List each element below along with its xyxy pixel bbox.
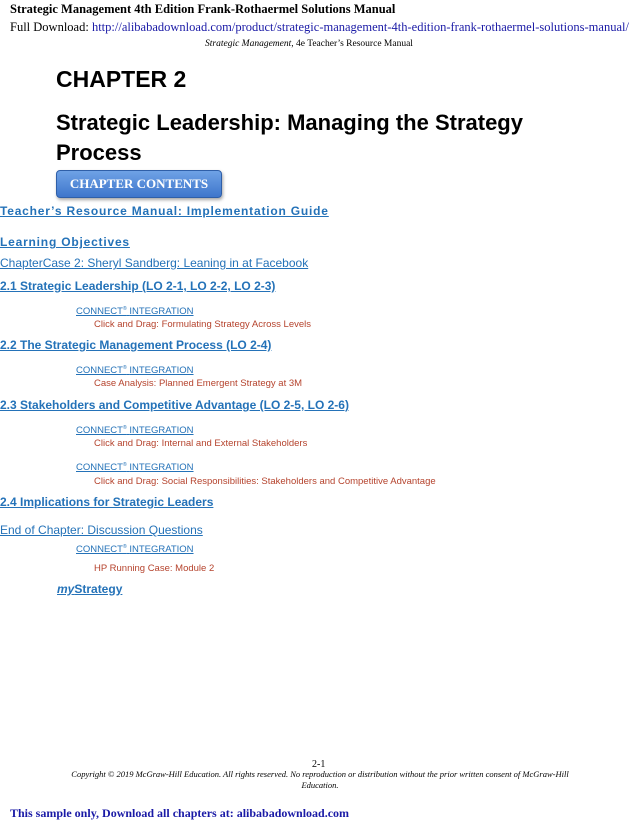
- activity-eoc: HP Running Case: Module 2: [94, 563, 215, 574]
- chapter-label: CHAPTER 2: [56, 66, 187, 92]
- download-link[interactable]: http://alibabadownload.com/product/strategic-management-4th-edition-frank-rothaermel-solutions-manual/: [91, 20, 629, 34]
- registered-mark: ®: [122, 544, 127, 550]
- download-prefix: Full Download:: [10, 20, 92, 34]
- copyright-notice: Copyright © 2019 McGraw-Hill Education. All rights reserved. No reproduction or distribution without the prior written consent of McGraw-Hill Education.: [71, 769, 569, 790]
- banner-title: Strategic Management 4th Edition Frank-Rothaermel Solutions Manual: [10, 2, 396, 16]
- toc-section-2-3[interactable]: 2.3 Stakeholders and Competitive Advantage (LO 2-5, LO 2-6): [0, 398, 349, 412]
- toc-mystrategy[interactable]: [57, 582, 122, 596]
- toc-end-of-chapter[interactable]: End of Chapter: Discussion Questions: [0, 523, 203, 537]
- activity-2-3a: Click and Drag: Internal and External Stakeholders: [94, 438, 308, 449]
- connect-label: CONNECT: [76, 306, 123, 318]
- connect-label: CONNECT: [76, 544, 123, 556]
- connect-link-2-3b[interactable]: [76, 462, 194, 473]
- connect-suffix: INTEGRATION: [129, 544, 194, 556]
- running-header: [205, 39, 413, 49]
- activity-2-3b: Click and Drag: Social Responsibilities: Stakeholders and Competitive Advantage: [94, 476, 436, 487]
- toc-implementation-guide[interactable]: Teacher’s Resource Manual: Implementation Guide: [0, 204, 329, 218]
- toc-section-2-2[interactable]: 2.2 The Strategic Management Process (LO 2-4): [0, 338, 272, 352]
- registered-mark: ®: [122, 365, 127, 371]
- running-header-book: Strategic Management: [205, 39, 292, 49]
- chapter-contents-button[interactable]: CHAPTER CONTENTS: [56, 170, 222, 198]
- toc-section-2-1[interactable]: 2.1 Strategic Leadership (LO 2-1, LO 2-2, LO 2-3): [0, 279, 276, 293]
- activity-2-1: Click and Drag: Formulating Strategy Across Levels: [94, 319, 312, 330]
- toc-chapter-case[interactable]: ChapterCase 2: Sheryl Sandberg: Leaning in at Facebook: [0, 256, 309, 270]
- connect-suffix: INTEGRATION: [129, 365, 194, 377]
- activity-2-2: Case Analysis: Planned Emergent Strategy at 3M: [94, 378, 303, 389]
- toc-learning-objectives[interactable]: Learning Objectives: [0, 235, 130, 249]
- registered-mark: ®: [122, 425, 127, 431]
- connect-suffix: INTEGRATION: [129, 462, 194, 474]
- mystrategy-rest: Strategy: [74, 582, 123, 596]
- connect-suffix: INTEGRATION: [129, 306, 194, 318]
- connect-label: CONNECT: [76, 462, 123, 474]
- connect-link-eoc[interactable]: [76, 544, 194, 555]
- banner-download: [10, 20, 629, 35]
- connect-label: CONNECT: [76, 425, 123, 437]
- page-number: 2-1: [312, 759, 326, 770]
- connect-link-2-2[interactable]: [76, 365, 194, 376]
- bottom-banner: This sample only, Download all chapters at: alibabadownload.com: [10, 806, 350, 820]
- connect-suffix: INTEGRATION: [129, 425, 194, 437]
- chapter-title: Strategic Leadership: Managing the Strategy Process: [56, 110, 523, 165]
- mystrategy-my: my: [57, 582, 75, 596]
- connect-link-2-1[interactable]: [76, 306, 194, 317]
- registered-mark: ®: [122, 306, 127, 312]
- toc-section-2-4[interactable]: 2.4 Implications for Strategic Leaders: [0, 495, 214, 509]
- running-header-rest: , 4e Teacher’s Resource Manual: [291, 39, 413, 49]
- connect-link-2-3a[interactable]: [76, 425, 194, 436]
- registered-mark: ®: [122, 462, 127, 468]
- connect-label: CONNECT: [76, 365, 123, 377]
